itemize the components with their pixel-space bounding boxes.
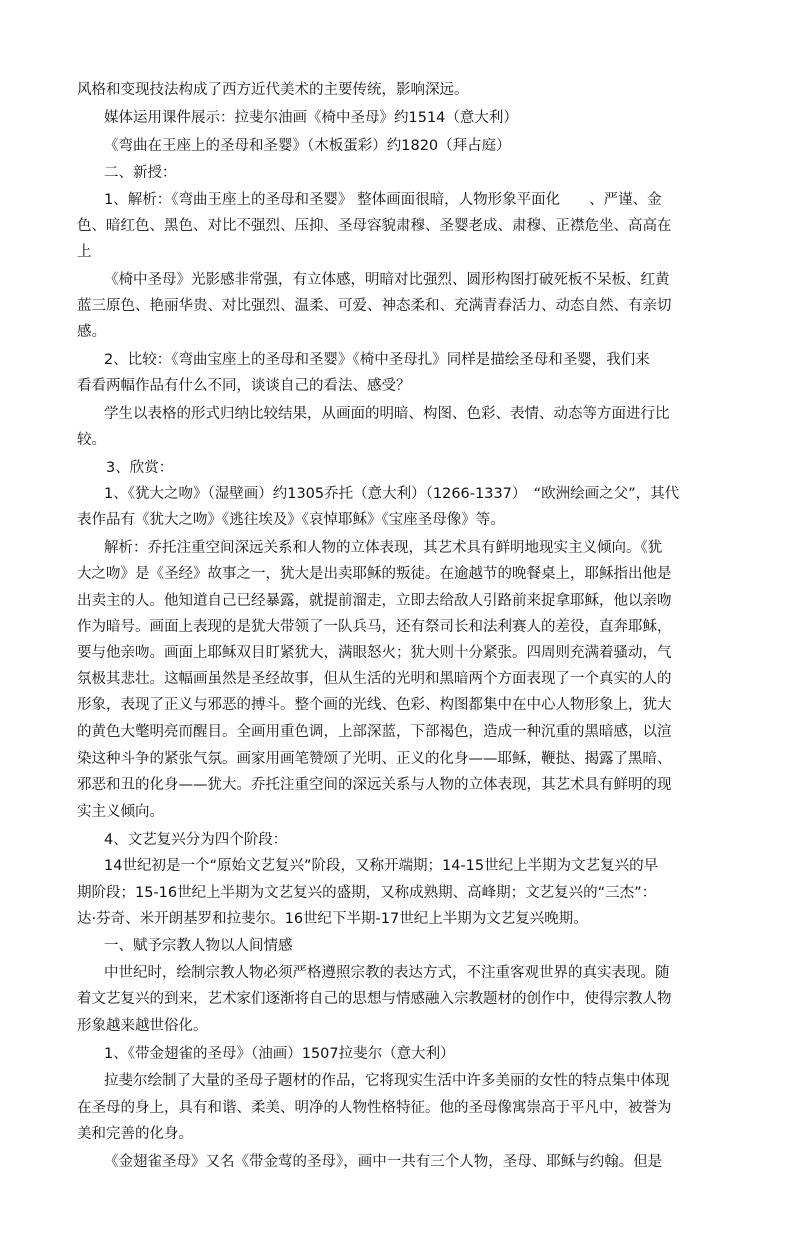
text-line: 学生以表格的形式归纳比较结果，从画面的明暗、构图、色彩、表情、动态等方面进行比 [104, 406, 670, 422]
text-line: 蓝三原色、艳丽华贵、对比强烈、温柔、可爱、神态柔和、充满青春活力、动态自然、有亲切 [77, 298, 672, 314]
text-line: 氛极其悲壮。这幅画虽然是圣经故事，但从生活的光明和黑暗两个方面表现了一个真实的人的 [77, 671, 672, 687]
text-line: 拉斐尔绘制了大量的圣母子题材的作品，它将现实生活中许多美丽的女性的特点集中体现 [104, 1073, 670, 1089]
text-line: 出卖主的人。他知道自己已经暴露，就提前溜走，立即去给敌人引路前来捉拿耶稣，他以亲吻 [77, 593, 672, 609]
text-line: 达·芬奇、米开朗基罗和拉斐尔。16世纪下半期-17世纪上半期为文艺复兴晚期。 [77, 911, 588, 927]
text-line: 《弯曲在王座上的圣母和圣婴》（木板蛋彩）约1820（拜占庭） [104, 138, 511, 154]
text-line: 1、解析：《弯曲王座上的圣母和圣婴》 整体画面很暗，人物形象平面化 、严谨、金 [104, 192, 662, 208]
text-line: 2、比较：《弯曲宝座上的圣母和圣婴》《椅中圣母扎》同样是描绘圣母和圣婴，我们来 [104, 352, 650, 368]
text-line: 美和完善的化身。 [77, 1126, 193, 1142]
text-line: 表作品有《犹大之吻》《逃往埃及》《哀悼耶稣》《宝座圣母像》等。 [77, 512, 505, 528]
section-heading: 4、文艺复兴分为四个阶段： [104, 832, 288, 848]
text-line: 大之吻》是《圣经》故事之一，犹大是出卖耶稣的叛徒。在逾越节的晚餐桌上，耶稣指出他是 [77, 566, 672, 582]
text-line: 染这种斗争的紧张气氛。画家用画笔赞颂了光明、正义的化身——耶稣，鞭挞、揭露了黑暗、 [77, 751, 672, 767]
section-heading: 二、新授： [104, 165, 177, 181]
text-line: 1、《带金翅雀的圣母》（油画）1507拉斐尔（意大利） [104, 1046, 455, 1062]
section-heading: 3、欣赏： [106, 460, 174, 476]
text-line: 期阶段；15-16世纪上半期为文艺复兴的盛期，又称成熟期、高峰期；文艺复兴的“三杰”： [77, 885, 657, 901]
text-line: 实主义倾向。 [77, 804, 164, 820]
text-line: 在圣母的身上，具有和谐、柔美、明净的人物性格特征。他的圣母像寓崇高于平凡中，被誉为 [77, 1100, 672, 1116]
text-line: 要与他亲吻。画面上耶稣双目盯紧犹大，满眼怒火；犹大则十分紧张。四周则充满着骚动，气 [77, 645, 672, 661]
text-line: 上 [77, 244, 92, 260]
text-line: 媒体运用课件展示：拉斐尔油画《椅中圣母》约1514（意大利） [104, 110, 518, 126]
text-line: 《金翅雀圣母》又名《带金莺的圣母》，画中一共有三个人物，圣母、耶稣与约翰。但是 [104, 1154, 663, 1170]
text-line: 风格和变现技法构成了西方近代美术的主要传统，影响深远。 [77, 82, 469, 98]
text-line: 的黄色大氅明亮而醒目。全画用重色调，上部深蓝，下部褐色，造成一种沉重的黑暗感，以渲 [77, 724, 672, 740]
text-line: 感。 [77, 324, 106, 340]
text-line: 1、《犹大之吻》（湿壁画）约1305乔托（意大利）（1266-1337） “欧洲绘画之父”，其代 [104, 486, 680, 502]
text-line: 形象，表现了正义与邪恶的搏斗。整个画的光线、色彩、构图都集中在中心人物形象上，犹大 [77, 697, 672, 713]
text-line: 色、暗红色、黑色、对比不强烈、压抑、圣母容貌肃穆、圣婴老成、肃穆、正襟危坐、高高在 [77, 218, 672, 234]
text-line: 较。 [77, 432, 106, 448]
text-line: 形象越来越世俗化。 [77, 1018, 208, 1034]
text-line: 中世纪时，绘制宗教人物必须严格遵照宗教的表达方式，不注重客观世界的真实表现。随 [104, 965, 670, 981]
text-line: 邪恶和丑的化身——犹大。乔托注重空间的深远关系与人物的立体表现，其艺术具有鲜明的现 [77, 777, 672, 793]
text-line: 14世纪初是一个“原始文艺复兴”阶段，又称开端期；14-15世纪上半期为文艺复兴的早 [104, 858, 659, 874]
text-line: 看看两幅作品有什么不同，谈谈自己的看法、感受？ [77, 378, 411, 394]
text-line: 着文艺复兴的到来，艺术家们逐渐将自己的思想与情感融入宗教题材的创作中，使得宗教人物 [77, 991, 672, 1007]
text-line: 《椅中圣母》光影感非常强，有立体感，明暗对比强烈、圆形构图打破死板不呆板、红黄 [104, 272, 670, 288]
text-line: 作为暗号。画面上表现的是犹大带领了一队兵马，还有祭司长和法利赛人的差役，直奔耶稣， [77, 619, 672, 635]
text-line: 解析：乔托注重空间深远关系和人物的立体表现，其艺术具有鲜明地现实主义倾向。《犹 [104, 540, 663, 556]
section-heading: 一、赋予宗教人物以人间情感 [104, 938, 293, 954]
